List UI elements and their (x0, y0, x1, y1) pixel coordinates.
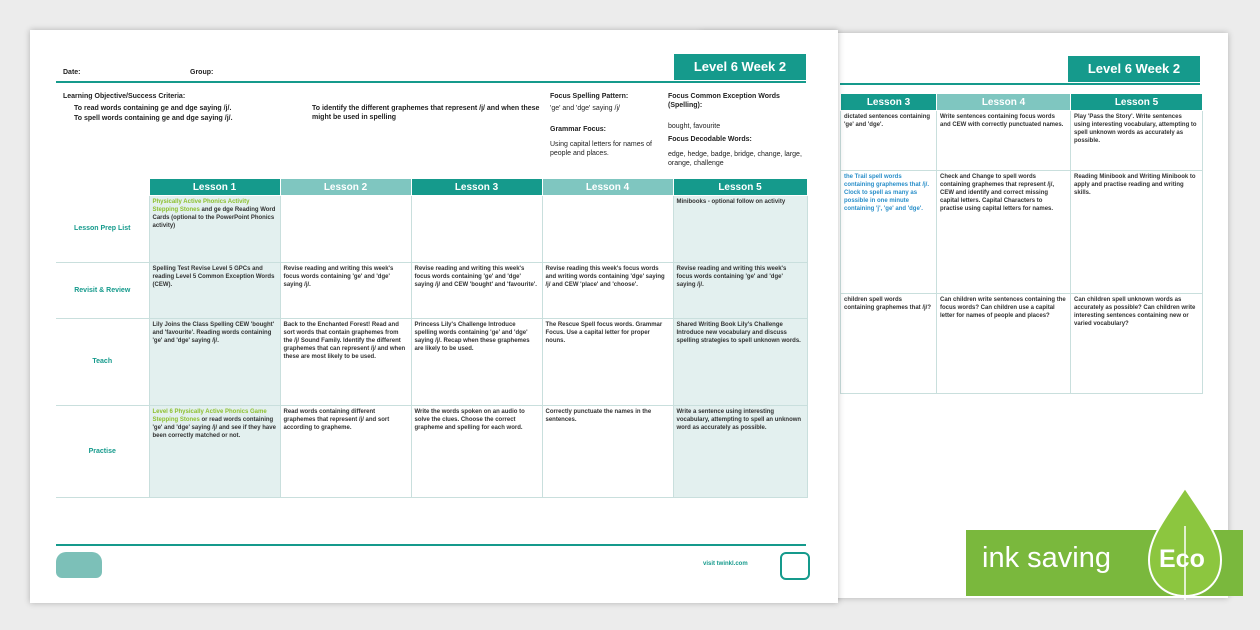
back-lesson-header: Lesson 5 (1071, 94, 1203, 111)
twinkl-logo-icon (56, 552, 102, 578)
back-lesson-header: Lesson 3 (841, 94, 937, 111)
row-label: Revisit & Review (56, 263, 149, 319)
row-label: Practise (56, 406, 149, 498)
cew-value: bought, favourite (668, 123, 721, 130)
footer-rule (56, 544, 806, 546)
back-cell: Can children write sentences containing the focus words? Can children use a capital letter for names of people and places? (937, 294, 1071, 394)
lesson-header: Lesson 1 (149, 179, 280, 196)
back-cell: Check and Change to spell words containing graphemes that represent /j/, CEW and identify and correct missing capital letters. Capital Characters to practise using capital letters for names. (937, 171, 1071, 294)
front-page (30, 30, 838, 603)
table-cell: Revise reading this week's focus words and writing words containing 'dge' saying /j/ and CEW 'place' and 'choose'. (542, 263, 673, 319)
back-lesson-header: Lesson 4 (937, 94, 1071, 111)
table-cell: Read words containing different graphemes that represent /j/ and sort according to grapheme. (280, 406, 411, 498)
lesson-table (56, 178, 808, 498)
eco-label: ink saving (982, 542, 1111, 574)
objective-2: To spell words containing ge and dge saying /j/. (74, 115, 233, 122)
header-rule (56, 81, 806, 83)
decodable-label: Focus Decodable Words: (668, 136, 752, 143)
table-cell (411, 196, 542, 263)
lesson-header: Lesson 2 (280, 179, 411, 196)
table-cell (149, 196, 280, 263)
table-cell: The Rescue Spell focus words. Grammar Focus. Use a capital letter for proper nouns. (542, 319, 673, 406)
decodable-value: edge, hedge, badge, bridge, change, large, orange, challenge (668, 151, 802, 167)
grammar-value: Using capital letters for names of people and places. (550, 141, 652, 157)
back-level-title: Level 6 Week 2 (1068, 56, 1200, 82)
table-cell: Revise reading and writing this week's focus words containing 'ge' and 'dge' saying /j/. (280, 263, 411, 319)
date-label: Date: (63, 69, 81, 76)
lesson-header: Lesson 4 (542, 179, 673, 196)
table-cell: Write the words spoken on an audio to solve the clues. Choose the correct grapheme and spelling for each word. (411, 406, 542, 498)
lesson-header: Lesson 3 (411, 179, 542, 196)
back-cell: Can children spell unknown words as accurately as possible? Can children write interesting sentences containing new or varied vocabulary? (1071, 294, 1203, 394)
table-cell: Revise reading and writing this week's focus words containing 'ge' and 'dge' saying /j/ and CEW 'bought' and 'favourite'. (411, 263, 542, 319)
phonics-badge-icon (780, 552, 810, 580)
objective-3: To identify the different graphemes that represent /j/ and when these might be used in spelling (312, 105, 540, 121)
back-cell: Reading Minibook and Writing Minibook to apply and practise reading and writing skills. (1071, 171, 1203, 294)
resource-link[interactable]: Level 6 Physically Active Phonics Game Stepping Stones (152, 409, 267, 423)
table-cell: Correctly punctuate the names in the sentences. (542, 406, 673, 498)
table-cell: Minibooks - optional follow on activity (673, 196, 807, 263)
table-cell (542, 196, 673, 263)
table-cell: Back to the Enchanted Forest! Read and sort words that contain graphemes from the /j/ Sound Family. Identify the different graphemes that can represent /j/ and when these are most likely to be used. (280, 319, 411, 406)
footer-url: visit twinkl.com (703, 561, 748, 567)
cell-text: or read words containing 'ge' and 'dge' saying /j/ and see if they have been correctly matched or not. (152, 417, 276, 439)
table-corner (56, 179, 149, 196)
back-cell: children spell words containing graphemes that /j/? (841, 294, 937, 394)
table-cell: Spelling Test Revise Level 5 GPCs and reading Level 5 Common Exception Words (CEW). (149, 263, 280, 319)
focus-spelling-label: Focus Spelling Pattern: (550, 93, 629, 100)
table-cell: Shared Writing Book Lily's Challenge Introduce new vocabulary and discuss spelling strategies to spell unknown words. (673, 319, 807, 406)
back-header-rule (840, 83, 1200, 85)
objective-1: To read words containing ge and dge saying /j/. (74, 105, 232, 112)
lesson-header: Lesson 5 (673, 179, 807, 196)
row-label: Lesson Prep List (56, 196, 149, 263)
table-cell (280, 196, 411, 263)
table-cell: Revise reading and writing this week's focus words containing 'ge' and 'dge' saying /j/. (673, 263, 807, 319)
back-lesson-table (840, 93, 1203, 394)
eco-badge-label: Eco (1159, 545, 1205, 573)
table-cell: Write a sentence using interesting vocabulary, attempting to spell an unknown word as accurately as possible. (673, 406, 807, 498)
objective-heading: Learning Objective/Success Criteria: (63, 93, 186, 100)
back-cell: Play 'Pass the Story'. Write sentences using interesting vocabulary, attempting to spell unknown words as accurately as possible. (1071, 111, 1203, 171)
table-cell: Princess Lily's Challenge Introduce spelling words containing 'ge' and 'dge' saying /j/. Recap when these graphemes are likely to be used. (411, 319, 542, 406)
focus-spelling-value: 'ge' and 'dge' saying /j/ (550, 105, 620, 112)
back-cell: the Trail spell words containing graphemes that /j/. Clock to spell as many as possible in one minute containing 'j', 'ge' and 'dge'. (841, 171, 937, 294)
cew-label: Focus Common Exception Words (Spelling): (668, 93, 780, 109)
back-cell: dictated sentences containing 'ge' and 'dge'. (841, 111, 937, 171)
leaf-icon (1147, 486, 1223, 600)
back-cell: Write sentences containing focus words and CEW with correctly punctuated names. (937, 111, 1071, 171)
grammar-label: Grammar Focus: (550, 126, 607, 133)
level-title: Level 6 Week 2 (674, 54, 806, 80)
cell-text: and ge dge Reading Word Cards (optional to the PowerPoint Phonics activity) (152, 207, 276, 229)
table-cell: Lily Joins the Class Spelling CEW 'bought' and 'favourite'. Reading words containing 'ge' and 'dge' saying /j/. (149, 319, 280, 406)
table-cell (149, 406, 280, 498)
row-label: Teach (56, 319, 149, 406)
resource-link[interactable]: Physically Active Phonics Activity Stepping Stones (152, 199, 250, 213)
group-label: Group: (190, 69, 214, 76)
